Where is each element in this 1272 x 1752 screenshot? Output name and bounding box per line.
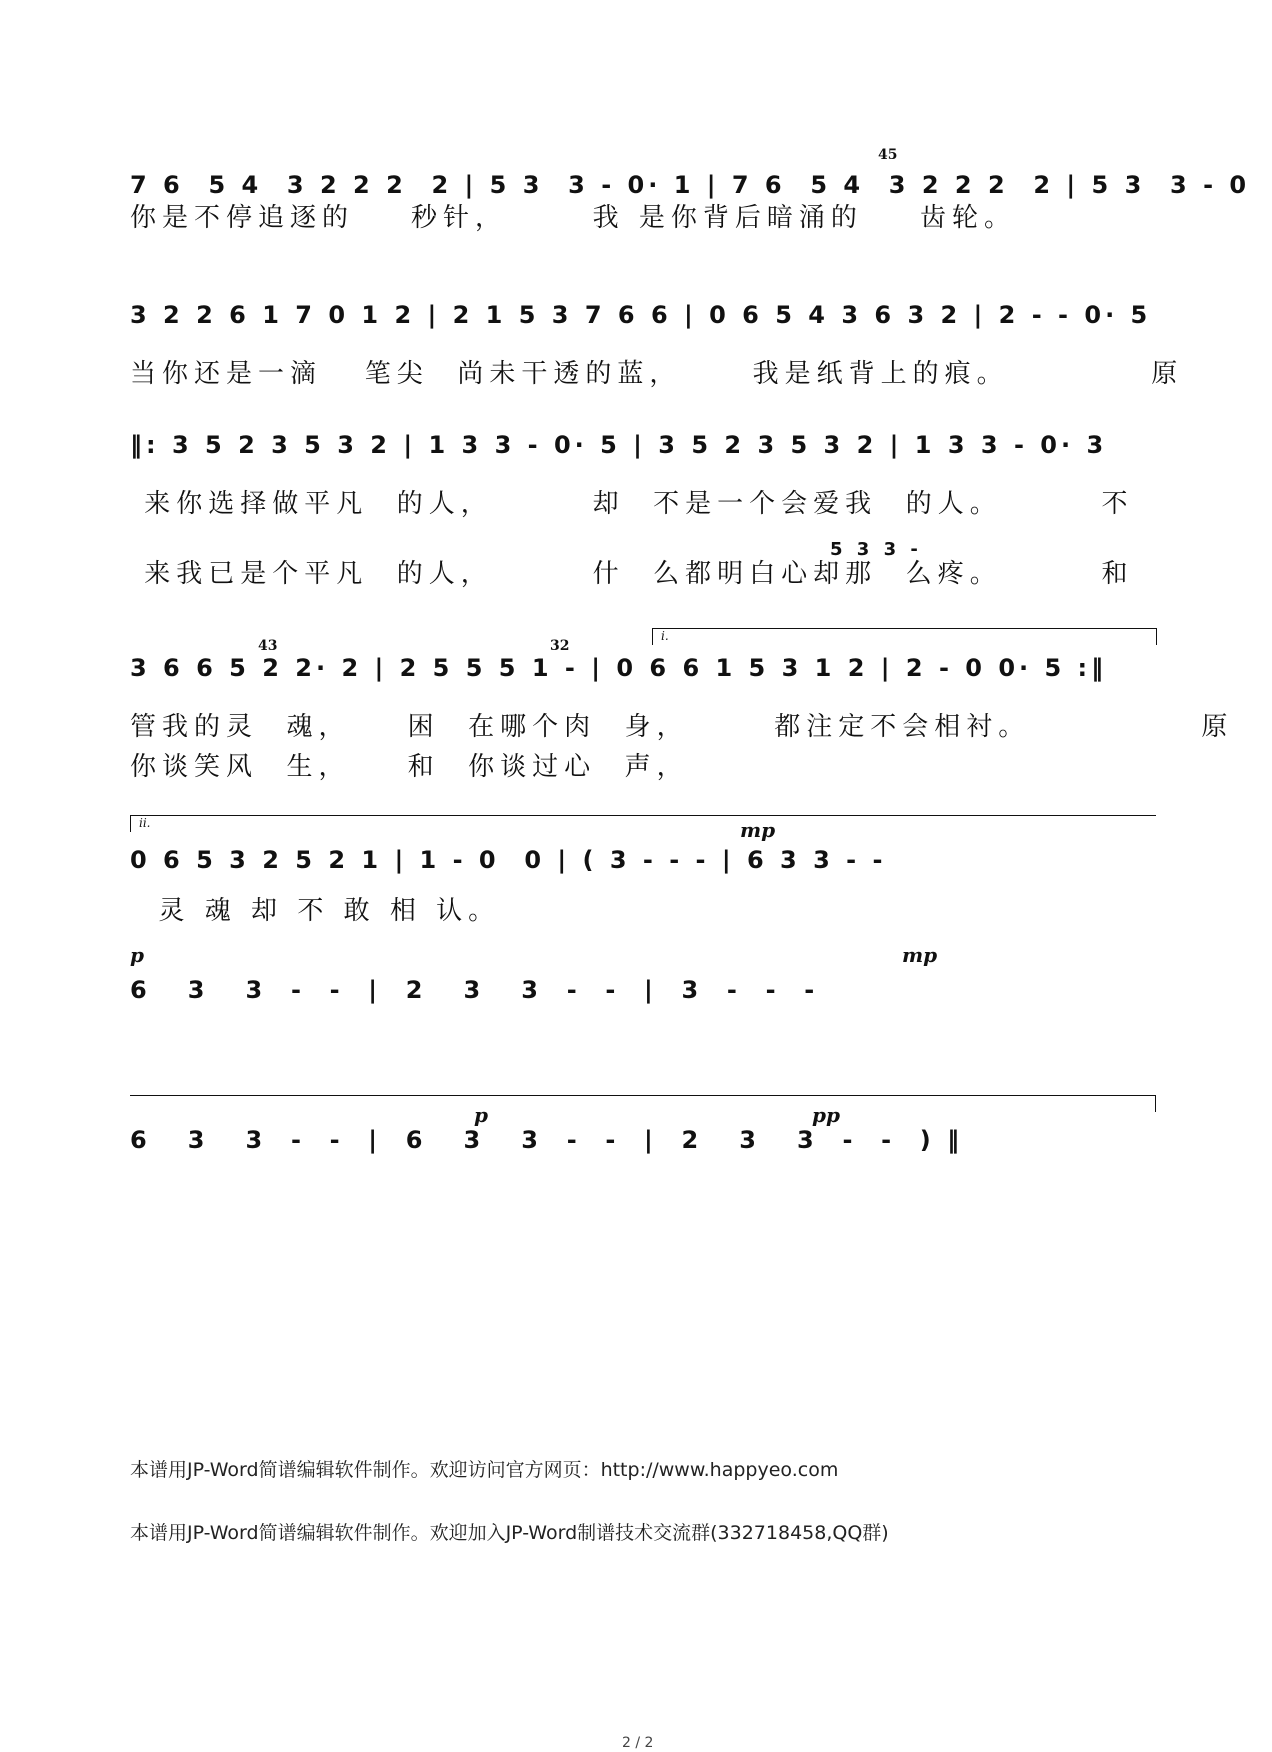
grace-note: 45 [878, 147, 898, 163]
notation-line: ‖: 3 5 2 3 5 3 2 | 1 3 3 - 0· 5 | 3 5 2 3 5 3 2 | 1 3 3 - 0· 3 [130, 431, 1108, 459]
lyric-line: 灵 魂 却 不 敢 相 认。 [130, 896, 501, 926]
lyric-line-verse-1: 来你选择做平凡 的人， 却 不是一个会爱我 的人。 不 [130, 489, 1134, 519]
lyric-line: 你是不停追逐的 秒针， 我 是你背后暗涌的 齿轮。 [130, 203, 1016, 233]
volta-label: i. [661, 629, 669, 643]
notation-line: 0 6 5 3 2 5 2 1 | 1 - 0 0 | ( 3 - - - | 6 3 3 - - [130, 846, 887, 874]
dynamic-marking: pp [812, 1103, 840, 1127]
volta-label: ii. [139, 816, 151, 830]
lyric-line-verse-1: 管我的灵 魂， 困 在哪个肉 身， 都注定不会相衬。 原 [130, 712, 1234, 742]
dynamic-marking: p [474, 1103, 488, 1127]
grace-note: 32 [550, 638, 570, 654]
lyric-line: 当你还是一滴 笔尖 尚未干透的蓝， 我是纸背上的痕。 原 [130, 359, 1184, 389]
grace-note: 43 [258, 638, 278, 654]
notation-line: 3 6 6 5 2 2· 2 | 2 5 5 5 1 - | 0 6 6 1 5 3 1 2 | 2 - 0 0· 5 :‖ [130, 654, 1108, 682]
lyric-line-verse-2: 来我已是个平凡 的人， 什 么都明白心却那 么疼。 和 [130, 559, 1134, 589]
dynamic-marking: mp [902, 943, 938, 967]
volta-bracket-1 [652, 628, 1157, 645]
notation-line: 3 2 2 6 1 7 0 1 2 | 2 1 5 3 7 6 6 | 0 6 5 4 3 6 3 2 | 2 - - 0· 5 [130, 301, 1152, 329]
lyric-line-verse-2: 你谈笑风 生， 和 你谈过心 声， [130, 752, 689, 782]
volta-bracket-2 [130, 815, 1156, 832]
notation-line: 7 6 5 4 3 2 2 2 2 | 5 3 3 - 0· 1 | 7 6 5 4 3 2 2 2 2 | 5 3 3 - 0 [130, 171, 1251, 199]
notation-line: 6 3 3 - - | 6 3 3 - - | 2 3 3 - - ) ‖ [130, 1126, 964, 1154]
footer-website-note: 本谱用JP-Word简谱编辑软件制作。欢迎访问官方网页：http://www.happyeo.com [130, 1459, 839, 1481]
alternate-notes: 5 3 3 - [830, 538, 922, 560]
footer-group-note: 本谱用JP-Word简谱编辑软件制作。欢迎加入JP-Word制谱技术交流群(332718458,QQ群) [130, 1522, 889, 1544]
page-number: 2 / 2 [622, 1735, 654, 1751]
notation-line: 6 3 3 - - | 2 3 3 - - | 3 - - - [130, 976, 819, 1004]
dynamic-marking: mp [740, 818, 776, 842]
system-rule [130, 1095, 1156, 1112]
dynamic-marking: p [130, 943, 144, 967]
